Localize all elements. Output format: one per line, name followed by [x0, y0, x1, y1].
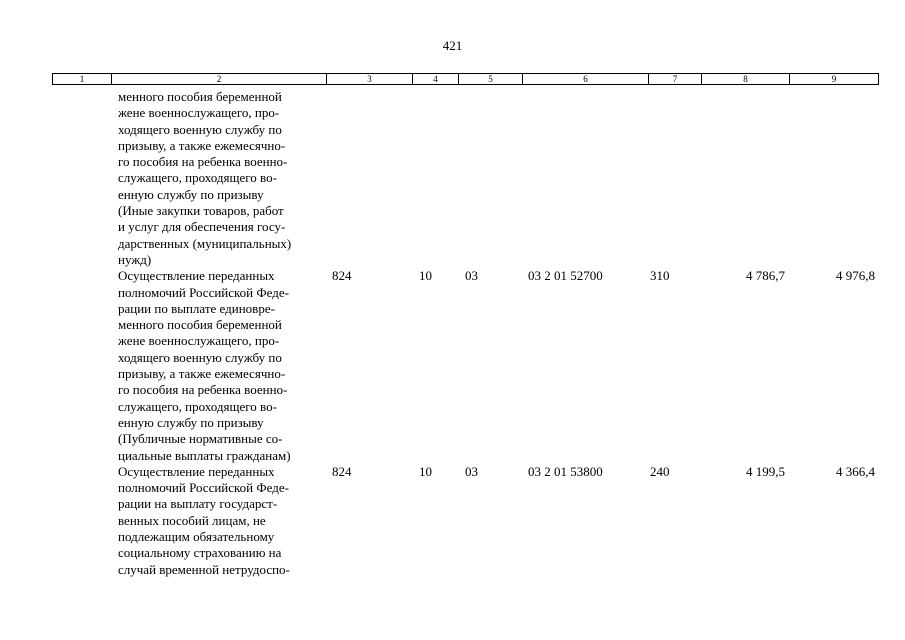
row-name-line: енную службу по призыву	[118, 186, 264, 202]
row-name-line: циальные выплаты гражданам)	[118, 447, 291, 463]
row-amount-col9: 4 366,4	[836, 463, 875, 479]
row-name-line: полномочий Российской Феде-	[118, 284, 289, 300]
row-name-line: подлежащим обязательному	[118, 529, 275, 545]
header-cell-5: 5	[459, 74, 523, 84]
row-name-line: енную службу по призыву	[118, 414, 264, 430]
row-amount-col8: 4 786,7	[746, 268, 785, 284]
header-cell-6: 6	[523, 74, 649, 84]
table-header-row	[52, 73, 879, 85]
row-name-line: Осуществление переданных	[118, 463, 275, 479]
row-section-code: 10	[419, 463, 432, 479]
table-body	[0, 89, 905, 578]
row-name-line: призыву, а также ежемесячно-	[118, 137, 286, 153]
row-name-line: жене военнослужащего, про-	[118, 105, 280, 121]
row-name-line: ходящего военную службу по	[118, 121, 282, 137]
row-section-code: 10	[419, 268, 432, 284]
header-cell-1: 1	[53, 74, 112, 84]
page-number: 421	[442, 38, 463, 53]
row-name-line: (Публичные нормативные со-	[118, 431, 283, 447]
row-name-line: и услуг для обеспечения госу-	[118, 219, 286, 235]
row-expense-type: 240	[650, 463, 670, 479]
row-expense-type: 310	[650, 268, 670, 284]
table-row	[0, 89, 905, 268]
row-name-line: случай временной нетрудоспо-	[118, 561, 290, 577]
row-name-line: социальному страхованию на	[118, 545, 282, 561]
row-target-code: 03 2 01 52700	[528, 268, 603, 284]
header-cell-9: 9	[831, 74, 837, 84]
row-name-line: рации на выплату государст-	[118, 496, 278, 512]
row-name-line: нужд)	[118, 251, 152, 267]
row-name	[118, 464, 328, 578]
header-cell-4: 4	[413, 74, 459, 84]
row-name-line: дарственных (муниципальных)	[118, 235, 292, 251]
row-name	[118, 268, 328, 464]
row-amount-col9: 4 976,8	[836, 268, 875, 284]
row-target-code: 03 2 01 53800	[528, 463, 603, 479]
row-name-line: го пособия на ребенка военно-	[118, 154, 288, 170]
row-name-line: призыву, а также ежемесячно-	[118, 366, 286, 382]
row-name-line: венных пособий лицам, не	[118, 512, 266, 528]
row-ministry-code: 824	[332, 268, 352, 284]
row-name-line: полномочий Российской Феде-	[118, 480, 289, 496]
table-row	[0, 268, 905, 464]
row-name-line: го пособия на ребенка военно-	[118, 382, 288, 398]
row-name-line: (Иные закупки товаров, работ	[118, 203, 284, 219]
row-ministry-code: 824	[332, 463, 352, 479]
row-name-line: служащего, проходящего во-	[118, 398, 277, 414]
row-subsection-code: 03	[465, 463, 478, 479]
row-subsection-code: 03	[465, 268, 478, 284]
row-name-line: рации по выплате единовре-	[118, 300, 275, 316]
header-cell-7: 7	[649, 74, 702, 84]
row-name-line: менного пособия беременной	[118, 317, 282, 333]
row-name	[118, 89, 328, 268]
header-cell-3: 3	[327, 74, 413, 84]
row-name-line: служащего, проходящего во-	[118, 170, 277, 186]
header-cell-2: 2	[112, 74, 327, 84]
header-cell-8: 8	[702, 74, 790, 84]
row-name-line: менного пособия беременной	[118, 89, 282, 104]
table-row	[0, 464, 905, 578]
row-name-line: Осуществление переданных	[118, 268, 275, 284]
row-name-line: ходящего военную службу по	[118, 349, 282, 365]
row-name-line: жене военнослужащего, про-	[118, 333, 280, 349]
row-amount-col8: 4 199,5	[746, 463, 785, 479]
